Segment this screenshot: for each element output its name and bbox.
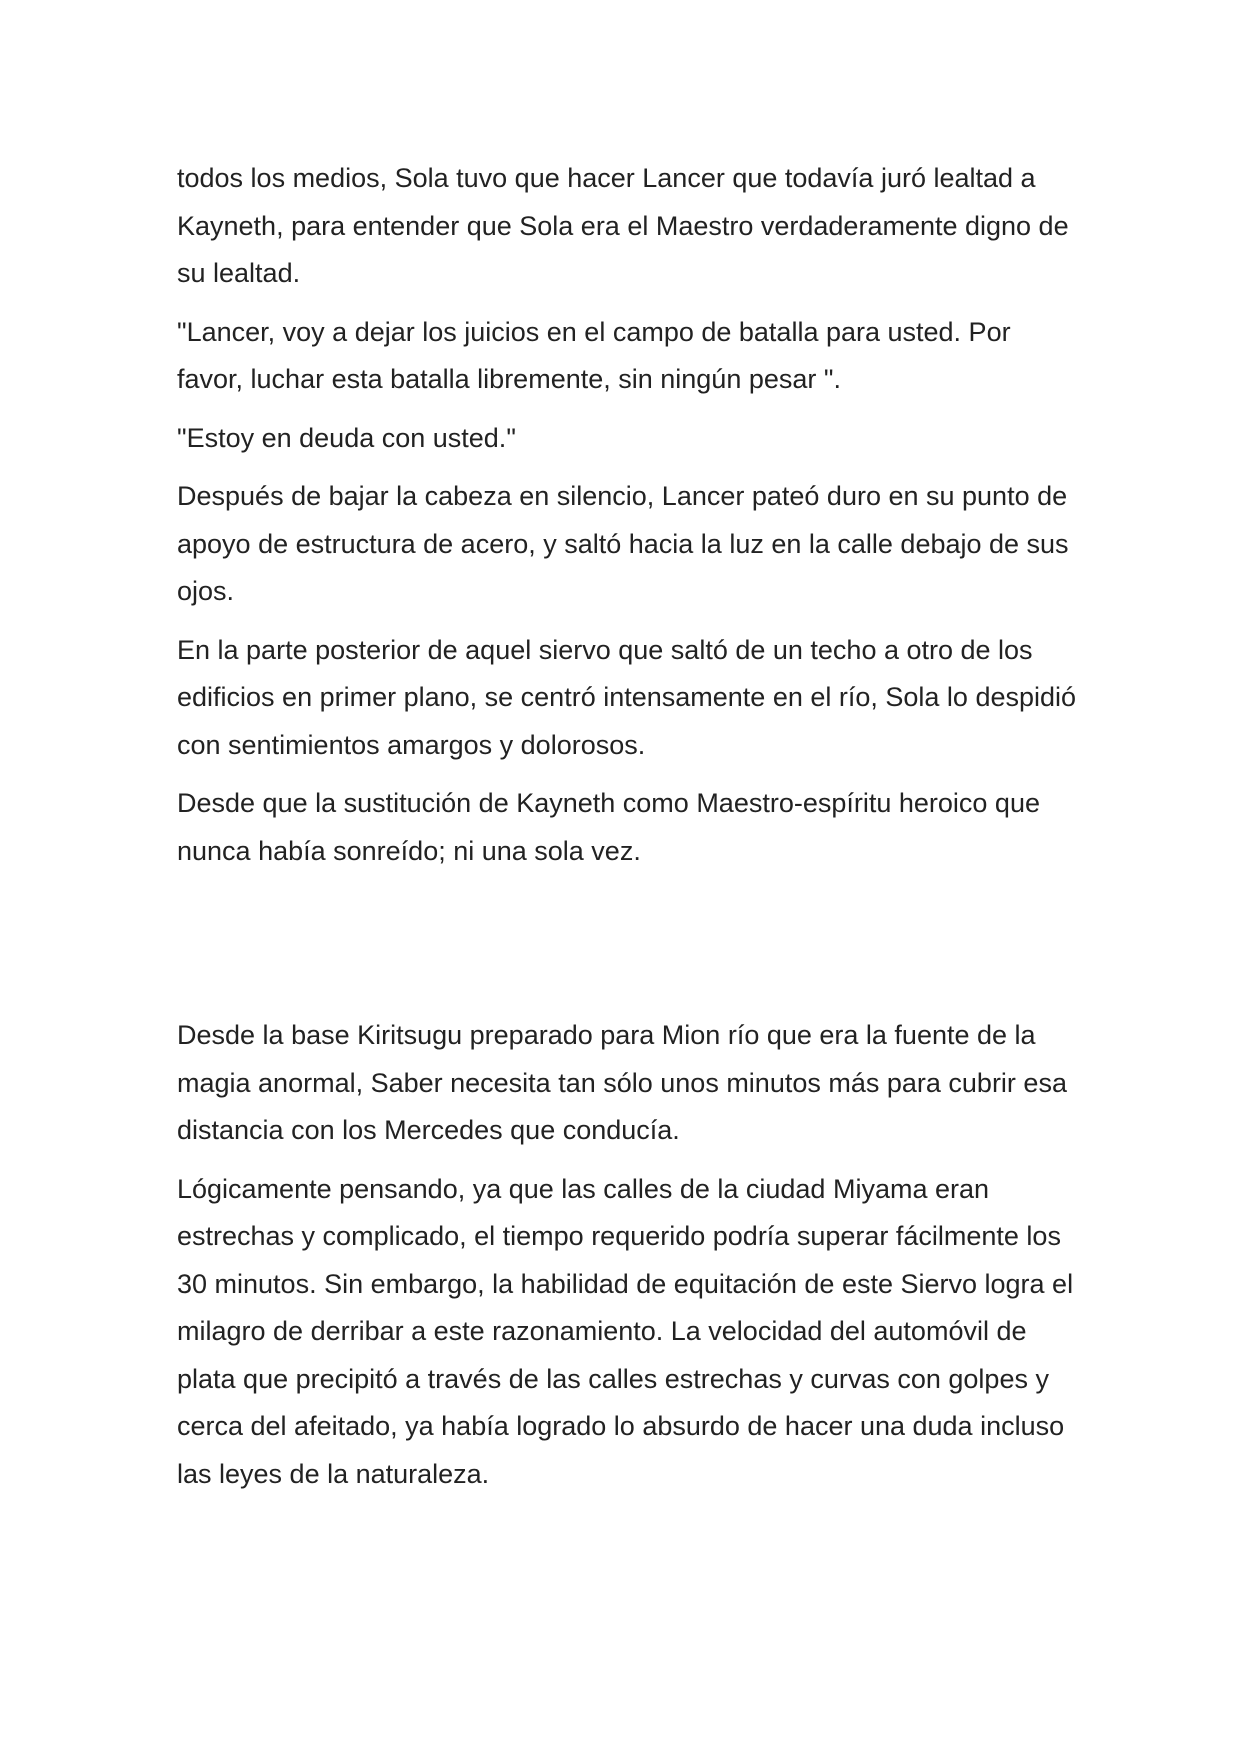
- paragraph: Después de bajar la cabeza en silencio, Lancer pateó duro en su punto de apoyo de estructura de acero, y saltó hacia la luz en la calle debajo de sus ojos.: [177, 481, 1069, 606]
- paragraph: Desde la base Kiritsugu preparado para Mion río que era la fuente de la magia anormal, Saber necesita tan sólo unos minutos más para cubrir esa distancia con los Mercedes que conducía.: [177, 1020, 1067, 1145]
- paragraph: "Lancer, voy a dejar los juicios en el campo de batalla para usted. Por favor, luchar esta batalla libremente, sin ningún pesar ".: [177, 316, 1011, 394]
- paragraph: Desde que la sustitución de Kayneth como Maestro-espíritu heroico que nunca había sonreído; ni una sola vez.: [177, 788, 1040, 866]
- text-section-2: [177, 1012, 1077, 1498]
- paragraph: Lógicamente pensando, ya que las calles de la ciudad Miyama eran estrechas y complicado, el tiempo requerido podría superar fácilmente los 30 minutos. Sin embargo, la habilidad de equitación de este Siervo logra el milagro de derribar a este razonamiento. La velocidad del automóvil de plata que precipitó a través de las calles estrechas y curvas con golpes y cerca del afeitado, ya había logrado lo absurdo de hacer una duda incluso las leyes de la naturaleza.: [177, 1173, 1074, 1489]
- paragraph: todos los medios, Sola tuvo que hacer Lancer que todavía juró lealtad a Kayneth, para entender que Sola era el Maestro verdaderamente digno de su lealtad.: [177, 163, 1069, 288]
- text-section-1: [177, 155, 1077, 875]
- paragraph: En la parte posterior de aquel siervo que saltó de un techo a otro de los edificios en primer plano, se centró intensamente en el río, Sola lo despidió con sentimientos amargos y dolorosos.: [177, 634, 1077, 760]
- paragraph: "Estoy en deuda con usted.": [177, 422, 516, 453]
